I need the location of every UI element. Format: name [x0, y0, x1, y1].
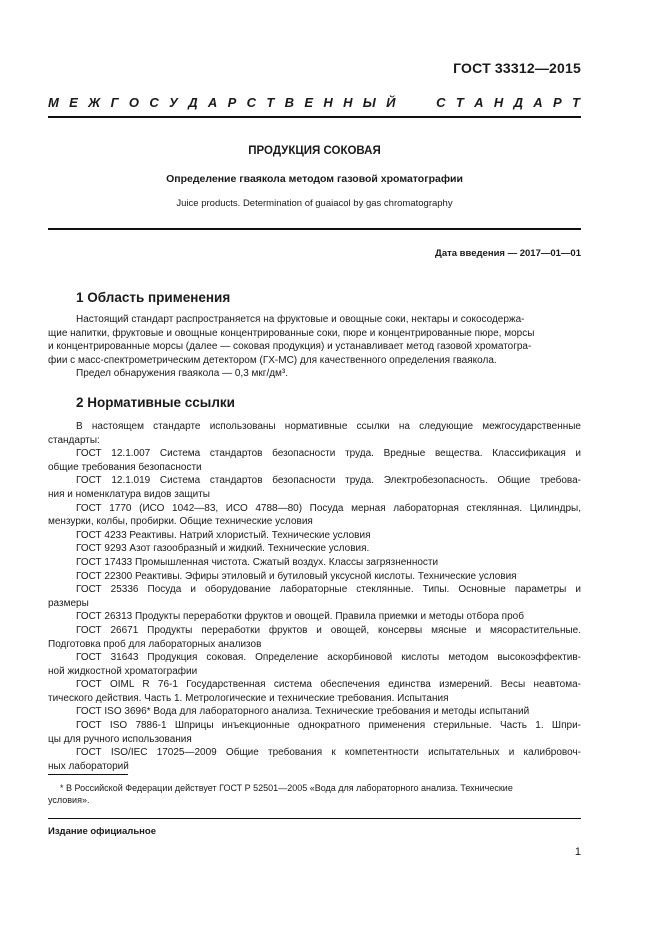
banner-letter: Й: [386, 95, 396, 110]
banner-letter: Д: [513, 95, 523, 110]
text-line: Предел обнаружения гваякола — 0,3 мкг/дм³.: [76, 368, 289, 380]
document-subtitle: Определение гваякола методом газовой хроматографии: [166, 173, 463, 185]
reference-line: ГОСТ 25336 Посуда и оборудование лабораторные стеклянные. Типы. Основные параметры и: [76, 584, 581, 596]
reference-line: стандарты:: [48, 434, 100, 446]
reference-line: тического действия. Часть 1. Метрологические и технические требования. Испытания: [48, 692, 449, 704]
reference-line: ных лабораторий: [48, 760, 129, 772]
reference-line: ГОСТ 9293 Азот газообразный и жидкий. Технические условия.: [76, 543, 370, 555]
english-title: Juice products. Determination of guaiacol by gas chromatography: [176, 198, 453, 209]
footer-rule: [48, 818, 581, 819]
reference-line: ГОСТ 1770 (ИСО 1042—83, ИСО 4788—80) Посуда мерная лабораторная стеклянная. Цилиндры,: [76, 502, 581, 514]
reference-line: ГОСТ 26671 Продукты переработки фруктов и овощей, консервы мясные и мясорастительные.: [76, 624, 581, 636]
page-number: 1: [574, 846, 581, 858]
edition-label: Издание официальное: [48, 826, 156, 837]
reference-line: В настоящем стандарте использованы нормативные ссылки на следующие межгосударственные: [76, 421, 581, 432]
text-line: Настоящий стандарт распространяется на фруктовые и овощные соки, нектары и сокосодержа-: [76, 314, 525, 325]
reference-line: ГОСТ 4233 Реактивы. Натрий хлористый. Технические условия: [76, 529, 371, 541]
section-2-body: [48, 420, 581, 773]
section-1-heading: 1 Область применения: [76, 290, 231, 305]
banner-letter: Ж: [88, 95, 101, 110]
reference-line: цы для ручного использования: [48, 733, 192, 745]
banner-letter: У: [169, 95, 178, 110]
section-1-body: [48, 313, 581, 381]
reference-line: ГОСТ 22300 Реактивы. Эфиры этиловый и бутиловый уксусной кислоты. Технические условия: [76, 570, 517, 582]
text-line: щие напитки, фруктовые и овощные концентрированные соки, пюре и концентрированные пюре, морсы: [48, 327, 535, 339]
banner-letter: Е: [304, 95, 314, 110]
banner-letter: Р: [227, 95, 237, 110]
document-number: ГОСТ 33312—2015: [453, 60, 581, 76]
text-line: и концентрированные морсы (далее — соковая продукция) и устанавливает метод газовой хроматогра-: [48, 341, 532, 353]
banner-letter: С: [246, 95, 257, 110]
footnote-line: условия».: [48, 795, 90, 805]
reference-line: ГОСТ OIML R 76-1 Государственная система обеспечения единства измерений. Весы неавтома-: [76, 679, 581, 691]
banner-letter: О: [128, 95, 139, 110]
banner-letter: Ы: [362, 95, 376, 110]
reference-line: ГОСТ 26313 Продукты переработки фруктов и овощей. Правила приемки и методы отбора проб: [76, 611, 524, 623]
reference-line: ГОСТ 31643 Продукция соковая. Определение аскорбиновой кислоты методом высокоэффектив-: [76, 652, 581, 664]
banner-letter: Р: [553, 95, 562, 110]
footnote: [48, 782, 581, 806]
footnote-line: * В Российской Федерации действует ГОСТ Р 52501—2005 «Вода для лабораторного анализа. Технические: [60, 783, 513, 793]
banner-letter: С: [149, 95, 159, 110]
reference-line: ГОСТ ISO 3696* Вода для лабораторного анализа. Технические требования и методы испытаний: [76, 706, 530, 718]
banner-letter: В: [284, 95, 295, 110]
reference-line: ГОСТ 17433 Промышленная чистота. Сжатый воздух. Классы загрязненности: [76, 556, 439, 568]
standard-banner: [48, 95, 580, 110]
banner-letter: А: [207, 95, 218, 110]
banner-letter: Т: [455, 95, 464, 110]
document-title: ПРОДУКЦИЯ СОКОВАЯ: [248, 145, 381, 157]
banner-letter: Д: [188, 95, 198, 110]
reference-line: ГОСТ ISO/IEC 17025—2009 Общие требования к компетентности испытательных и калибровоч-: [76, 747, 581, 759]
banner-letter: А: [533, 95, 543, 110]
reference-line: общие требования безопасности: [48, 461, 202, 473]
banner-letter: С: [436, 95, 446, 110]
banner-letter: Н: [493, 95, 504, 110]
introduction-date: Дата введения — 2017—01—01: [435, 248, 581, 259]
banner-letter: Н: [343, 95, 353, 110]
banner-letter: М: [48, 95, 59, 110]
reference-line: мензурки, колбы, пробирки. Общие технические условия: [48, 516, 313, 528]
reference-line: ния и номенклатура видов защиты: [48, 488, 210, 500]
reference-line: ГОСТ 12.1.007 Система стандартов безопасности труда. Вредные вещества. Классификация и: [76, 448, 581, 460]
reference-line: размеры: [48, 597, 89, 609]
title-rule: [48, 228, 581, 230]
text-line: фии с масс-спектрометрическим детектором (ГХ-МС) для качественного определения гваякола.: [48, 354, 497, 366]
banner-letter: А: [474, 95, 484, 110]
banner-letter: Т: [266, 95, 275, 110]
reference-line: ной жидкостной хроматографии: [48, 665, 198, 677]
banner-letter: Е: [69, 95, 78, 110]
reference-line: Подготовка проб для лабораторных анализов: [48, 638, 262, 650]
banner-letter: Г: [110, 95, 119, 110]
banner-gap: [406, 95, 426, 110]
reference-line: ГОСТ 12.1.019 Система стандартов безопасности труда. Электробезопасность. Общие требова-: [76, 475, 581, 487]
section-2-heading: 2 Нормативные ссылки: [76, 395, 235, 410]
top-rule: [48, 116, 581, 118]
banner-letter: Т: [572, 95, 580, 110]
footnote-rule: [48, 774, 128, 775]
banner-letter: Н: [323, 95, 333, 110]
reference-line: ГОСТ ISO 7886-1 Шприцы инъекционные однократного применения стерильные. Часть 1. Шпри-: [76, 720, 581, 732]
